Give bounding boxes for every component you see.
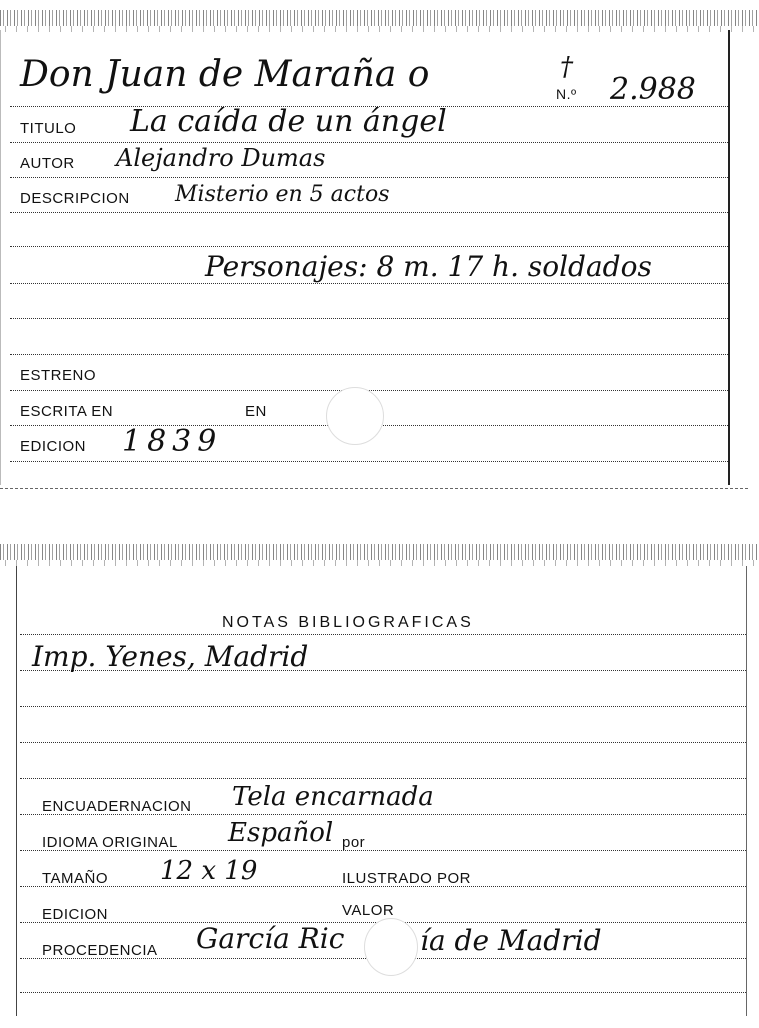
personajes-value: Personajes: 8 m. 17 h. soldados bbox=[205, 250, 652, 283]
number-label: N.º bbox=[556, 86, 577, 102]
encuadernacion-value: Tela encarnada bbox=[232, 782, 434, 812]
estreno-label: ESTRENO bbox=[20, 367, 97, 384]
autor-value: Alejandro Dumas bbox=[116, 144, 326, 172]
idioma-label: IDIOMA ORIGINAL bbox=[42, 834, 178, 851]
punch-hole bbox=[364, 918, 418, 976]
autor-label: AUTOR bbox=[20, 155, 75, 172]
valor-label: VALOR bbox=[342, 902, 395, 919]
number-value: 2.988 bbox=[610, 72, 696, 107]
idioma-value: Español bbox=[228, 818, 334, 848]
catalog-card-bottom bbox=[0, 540, 759, 1028]
card-right-border bbox=[728, 30, 730, 485]
en-label: EN bbox=[245, 403, 267, 420]
cross-mark: † bbox=[560, 52, 573, 82]
work-title-handwritten: Don Juan de Maraña o bbox=[20, 54, 430, 95]
procedencia-value-start: García Ric bbox=[196, 922, 345, 955]
card-left-border bbox=[16, 566, 17, 1016]
titulo-value: La caída de un ángel bbox=[130, 104, 447, 139]
edicion-label: EDICION bbox=[42, 906, 109, 923]
card-top-edge bbox=[0, 10, 759, 26]
catalog-card-top bbox=[0, 0, 759, 500]
edicion-label: EDICION bbox=[20, 438, 87, 455]
ilustrado-label: ILUSTRADO POR bbox=[342, 870, 472, 887]
edicion-value: 1839 bbox=[122, 424, 223, 459]
card-right-border bbox=[746, 566, 747, 1016]
encuadernacion-label: ENCUADERNACION bbox=[42, 798, 192, 815]
imprenta-note: Imp. Yenes, Madrid bbox=[32, 640, 309, 673]
notas-heading: NOTAS BIBLIOGRAFICAS bbox=[222, 614, 474, 631]
procedencia-value-end: ía de Madrid bbox=[420, 924, 602, 957]
tamano-value: 12 x 19 bbox=[160, 856, 258, 886]
card-bottom-edge bbox=[0, 544, 759, 560]
procedencia-label: PROCEDENCIA bbox=[42, 942, 158, 959]
punch-hole bbox=[326, 387, 384, 445]
descripcion-value: Misterio en 5 actos bbox=[175, 182, 390, 207]
escrita-en-label: ESCRITA EN bbox=[20, 403, 114, 420]
tamano-label: TAMAÑO bbox=[42, 870, 109, 887]
titulo-label: TITULO bbox=[20, 120, 77, 137]
por-label: por bbox=[342, 834, 366, 851]
descripcion-label: DESCRIPCION bbox=[20, 190, 130, 207]
